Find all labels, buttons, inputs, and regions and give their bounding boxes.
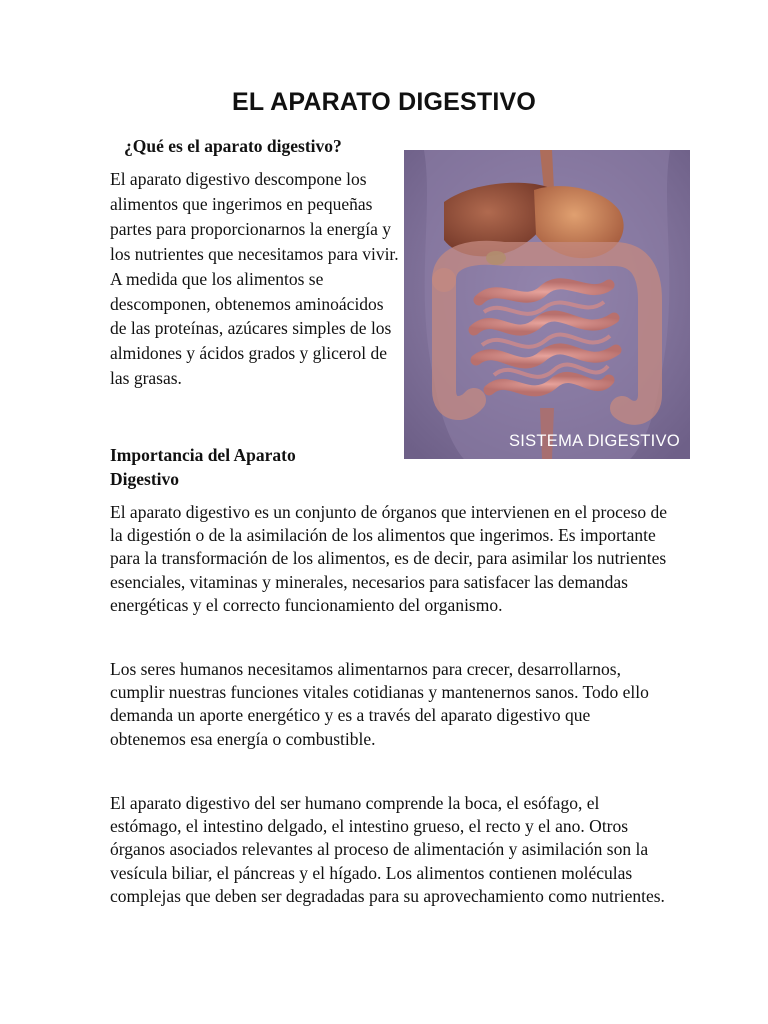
paragraph-organs: El aparato digestivo del ser humano comprende la boca, el esófago, el estómago, el intestino delgado, el intestino grueso, el recto y el ano. Otros órganos asociados relevantes al proceso de alimentación y asimilación son la vesícula biliar, el páncreas y el hígado. Los alimentos contienen moléculas complejas que deben ser degradadas para su aprovechamiento como nutrientes.	[110, 793, 665, 906]
intro-paragraph: El aparato digestivo descompone los alimentos que ingerimos en pequeñas partes para proporcionarnos la energía y los nutrientes que necesitamos para vivir. A medida que los alimentos se descomponen, obtenemos aminoácidos de las proteínas, azúcares simples de los almidones y ácidos grados y glicerol de las grasas.	[110, 169, 399, 389]
importance-heading: Importancia del Aparato Digestivo	[110, 445, 296, 489]
digestive-system-illustration	[404, 150, 690, 459]
paragraph-importance: El aparato digestivo es un conjunto de órganos que intervienen en el proceso de la digestión o de la asimilación de los alimentos que ingerimos. Es importante para la transformación de los alimentos, es de decir, para asimilar los nutrientes esenciales, vitaminas y minerales, necesarios para satisfacer las demandas energéticas y el correcto funcionamiento del organismo.	[110, 502, 668, 615]
paragraph-nutrition: Los seres humanos necesitamos alimentarnos para crecer, desarrollarnos, cumplir nuestras funciones vitales cotidianas y mantenernos sanos. Todo ello demanda un aporte energético y es a través del aparato digestivo que obtenemos esa energía o combustible.	[110, 659, 649, 749]
page-title: EL APARATO DIGESTIVO	[231, 88, 537, 116]
digestive-organs-drawing	[404, 150, 690, 459]
figure-caption: SISTEMA DIGESTIVO	[508, 432, 680, 450]
question-heading: ¿Qué es el aparato digestivo?	[124, 136, 342, 156]
